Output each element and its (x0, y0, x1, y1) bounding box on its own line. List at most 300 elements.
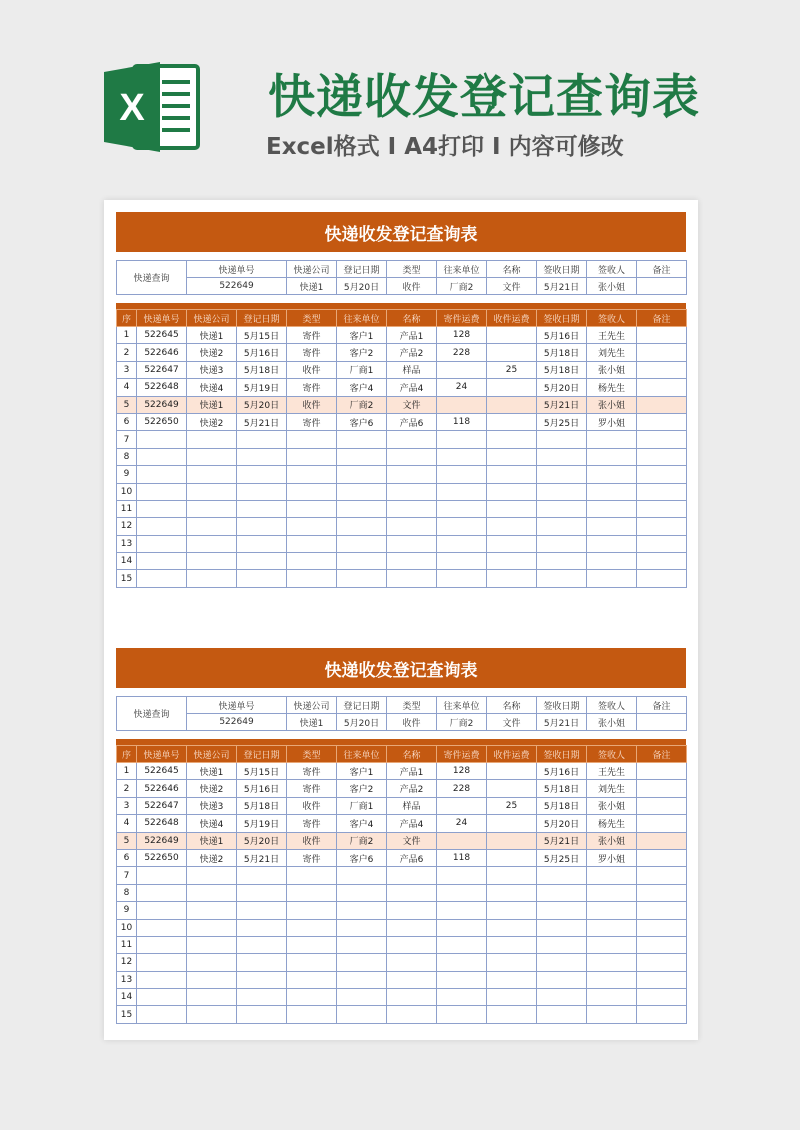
table-cell[interactable]: 522650 (137, 413, 187, 430)
table-cell[interactable] (637, 780, 687, 797)
table-cell[interactable] (487, 989, 537, 1006)
table-cell[interactable] (437, 936, 487, 953)
table-cell[interactable] (637, 884, 687, 901)
table-cell[interactable]: 5月16日 (537, 327, 587, 344)
table-cell[interactable] (187, 919, 237, 936)
table-cell[interactable] (537, 535, 587, 552)
table-cell[interactable]: 寄件 (287, 763, 337, 780)
table-cell[interactable]: 寄件 (287, 344, 337, 361)
table-cell[interactable] (237, 570, 287, 587)
table-cell[interactable] (637, 500, 687, 517)
table-cell[interactable] (487, 483, 537, 500)
table-cell[interactable] (137, 500, 187, 517)
table-cell[interactable] (387, 518, 437, 535)
table-cell[interactable] (537, 902, 587, 919)
table-cell[interactable] (437, 989, 487, 1006)
table-cell[interactable]: 5月21日 (237, 413, 287, 430)
table-cell[interactable] (487, 379, 537, 396)
table-cell[interactable] (537, 431, 587, 448)
table-cell[interactable] (387, 971, 437, 988)
table-cell[interactable] (387, 884, 437, 901)
table-cell[interactable] (287, 902, 337, 919)
table-cell[interactable] (637, 344, 687, 361)
table-cell[interactable] (487, 832, 537, 849)
table-cell[interactable] (187, 431, 237, 448)
table-cell[interactable]: 522645 (137, 763, 187, 780)
table-cell[interactable]: 快递1 (187, 763, 237, 780)
table-cell[interactable]: 5月15日 (237, 327, 287, 344)
query-value-cell[interactable]: 快递1 (287, 278, 337, 295)
table-cell[interactable]: 产品4 (387, 815, 437, 832)
query-value-cell[interactable]: 5月21日 (537, 278, 587, 295)
table-cell[interactable] (337, 1006, 387, 1023)
table-cell[interactable]: 寄件 (287, 815, 337, 832)
table-cell[interactable] (637, 379, 687, 396)
table-cell[interactable]: 5月20日 (237, 832, 287, 849)
table-cell[interactable]: 5月18日 (537, 780, 587, 797)
table-cell[interactable]: 产品4 (387, 379, 437, 396)
table-cell[interactable]: 快递3 (187, 797, 237, 814)
table-cell[interactable]: 刘先生 (587, 344, 637, 361)
table-cell[interactable] (437, 884, 487, 901)
table-cell[interactable]: 厂商2 (337, 832, 387, 849)
table-cell[interactable] (637, 553, 687, 570)
table-cell[interactable] (587, 553, 637, 570)
table-cell[interactable] (287, 466, 337, 483)
table-cell[interactable]: 118 (437, 413, 487, 430)
table-cell[interactable] (437, 535, 487, 552)
table-cell[interactable] (637, 797, 687, 814)
table-cell[interactable]: 快递4 (187, 379, 237, 396)
table-cell[interactable]: 客户2 (337, 344, 387, 361)
table-cell[interactable]: 522647 (137, 361, 187, 378)
query-value-cell[interactable]: 厂商2 (437, 714, 487, 731)
table-cell[interactable] (487, 448, 537, 465)
table-cell[interactable]: 5月21日 (537, 396, 587, 413)
table-cell[interactable] (287, 919, 337, 936)
table-cell[interactable]: 128 (437, 763, 487, 780)
table-cell[interactable] (637, 535, 687, 552)
table-cell[interactable] (137, 518, 187, 535)
query-value-cell[interactable]: 文件 (487, 714, 537, 731)
table-cell[interactable] (637, 327, 687, 344)
table-cell[interactable] (387, 1006, 437, 1023)
table-cell[interactable] (437, 971, 487, 988)
table-cell[interactable]: 产品6 (387, 413, 437, 430)
table-cell[interactable]: 522648 (137, 379, 187, 396)
table-cell[interactable] (137, 466, 187, 483)
table-cell[interactable] (337, 431, 387, 448)
table-cell[interactable]: 228 (437, 344, 487, 361)
table-cell[interactable]: 快递3 (187, 361, 237, 378)
table-cell[interactable]: 5月15日 (237, 763, 287, 780)
table-cell[interactable] (287, 954, 337, 971)
table-cell[interactable]: 5月18日 (237, 361, 287, 378)
table-cell[interactable]: 快递2 (187, 344, 237, 361)
table-cell[interactable] (237, 919, 287, 936)
table-cell[interactable]: 厂商1 (337, 797, 387, 814)
table-cell[interactable] (537, 867, 587, 884)
table-cell[interactable] (237, 535, 287, 552)
table-cell[interactable]: 收件 (287, 396, 337, 413)
query-value-cell[interactable]: 收件 (387, 714, 437, 731)
table-cell[interactable] (487, 535, 537, 552)
table-cell[interactable] (287, 518, 337, 535)
table-cell[interactable] (537, 500, 587, 517)
table-cell[interactable] (637, 431, 687, 448)
table-cell[interactable]: 128 (437, 327, 487, 344)
table-cell[interactable]: 522648 (137, 815, 187, 832)
table-cell[interactable]: 5月18日 (537, 797, 587, 814)
query-value-cell[interactable]: 张小姐 (587, 714, 637, 731)
query-value-cell[interactable]: 5月20日 (337, 278, 387, 295)
table-cell[interactable] (487, 919, 537, 936)
table-cell[interactable]: 产品1 (387, 763, 437, 780)
table-cell[interactable] (337, 919, 387, 936)
table-cell[interactable] (137, 884, 187, 901)
table-cell[interactable]: 文件 (387, 832, 437, 849)
table-cell[interactable]: 24 (437, 379, 487, 396)
table-cell[interactable] (387, 902, 437, 919)
table-cell[interactable]: 张小姐 (587, 396, 637, 413)
table-cell[interactable] (637, 1006, 687, 1023)
table-cell[interactable] (137, 971, 187, 988)
table-cell[interactable] (537, 884, 587, 901)
table-cell[interactable] (437, 553, 487, 570)
table-cell[interactable]: 文件 (387, 396, 437, 413)
query-value-cell[interactable]: 收件 (387, 278, 437, 295)
table-cell[interactable]: 522650 (137, 849, 187, 866)
table-cell[interactable] (637, 448, 687, 465)
table-cell[interactable] (637, 361, 687, 378)
table-cell[interactable] (337, 902, 387, 919)
table-cell[interactable] (387, 919, 437, 936)
table-cell[interactable] (487, 413, 537, 430)
table-cell[interactable]: 5月25日 (537, 413, 587, 430)
table-cell[interactable]: 5月25日 (537, 849, 587, 866)
query-value-cell[interactable]: 522649 (187, 278, 287, 295)
table-cell[interactable]: 快递2 (187, 413, 237, 430)
table-cell[interactable]: 228 (437, 780, 487, 797)
query-value-cell[interactable]: 5月21日 (537, 714, 587, 731)
table-cell[interactable] (487, 902, 537, 919)
table-cell[interactable] (287, 535, 337, 552)
table-cell[interactable] (587, 570, 637, 587)
table-cell[interactable] (287, 867, 337, 884)
table-cell[interactable] (587, 971, 637, 988)
table-cell[interactable] (337, 954, 387, 971)
table-cell[interactable]: 王先生 (587, 763, 637, 780)
table-cell[interactable]: 寄件 (287, 379, 337, 396)
table-cell[interactable]: 5月18日 (537, 344, 587, 361)
table-cell[interactable] (237, 936, 287, 953)
table-cell[interactable]: 522646 (137, 780, 187, 797)
table-cell[interactable] (537, 971, 587, 988)
table-cell[interactable] (637, 396, 687, 413)
table-cell[interactable] (337, 466, 387, 483)
table-cell[interactable]: 客户1 (337, 327, 387, 344)
table-cell[interactable] (637, 971, 687, 988)
table-cell[interactable] (187, 483, 237, 500)
table-cell[interactable] (287, 1006, 337, 1023)
table-cell[interactable] (487, 954, 537, 971)
table-cell[interactable] (587, 483, 637, 500)
table-cell[interactable]: 快递2 (187, 780, 237, 797)
table-cell[interactable]: 寄件 (287, 327, 337, 344)
table-cell[interactable]: 25 (487, 797, 537, 814)
table-cell[interactable] (237, 989, 287, 1006)
table-cell[interactable] (137, 1006, 187, 1023)
query-value-cell[interactable]: 厂商2 (437, 278, 487, 295)
table-cell[interactable] (137, 902, 187, 919)
table-cell[interactable] (637, 989, 687, 1006)
table-cell[interactable] (637, 936, 687, 953)
table-cell[interactable]: 样品 (387, 361, 437, 378)
table-cell[interactable]: 快递1 (187, 396, 237, 413)
table-cell[interactable] (637, 570, 687, 587)
table-cell[interactable] (237, 431, 287, 448)
table-cell[interactable]: 5月19日 (237, 379, 287, 396)
table-cell[interactable] (437, 396, 487, 413)
table-cell[interactable] (587, 989, 637, 1006)
table-cell[interactable] (437, 1006, 487, 1023)
table-cell[interactable]: 5月16日 (237, 344, 287, 361)
table-cell[interactable] (537, 448, 587, 465)
table-cell[interactable] (337, 936, 387, 953)
table-cell[interactable] (487, 936, 537, 953)
table-cell[interactable] (587, 448, 637, 465)
table-cell[interactable] (587, 936, 637, 953)
table-cell[interactable] (237, 448, 287, 465)
table-cell[interactable] (337, 884, 387, 901)
table-cell[interactable] (187, 989, 237, 1006)
table-cell[interactable] (637, 954, 687, 971)
table-cell[interactable] (337, 518, 387, 535)
table-cell[interactable]: 快递2 (187, 849, 237, 866)
table-cell[interactable] (637, 832, 687, 849)
table-cell[interactable] (137, 448, 187, 465)
table-cell[interactable] (587, 902, 637, 919)
table-cell[interactable] (537, 989, 587, 1006)
table-cell[interactable] (487, 344, 537, 361)
table-cell[interactable] (287, 971, 337, 988)
table-cell[interactable] (487, 780, 537, 797)
table-cell[interactable]: 杨先生 (587, 815, 637, 832)
table-cell[interactable] (437, 500, 487, 517)
table-cell[interactable]: 罗小姐 (587, 413, 637, 430)
table-cell[interactable] (187, 570, 237, 587)
table-cell[interactable] (137, 553, 187, 570)
table-cell[interactable] (437, 867, 487, 884)
table-cell[interactable] (637, 919, 687, 936)
table-cell[interactable]: 收件 (287, 361, 337, 378)
table-cell[interactable] (237, 867, 287, 884)
table-cell[interactable]: 罗小姐 (587, 849, 637, 866)
table-cell[interactable]: 王先生 (587, 327, 637, 344)
table-cell[interactable]: 5月20日 (537, 379, 587, 396)
table-cell[interactable] (387, 570, 437, 587)
table-cell[interactable]: 快递1 (187, 832, 237, 849)
table-cell[interactable] (237, 884, 287, 901)
query-value-cell[interactable]: 张小姐 (587, 278, 637, 295)
table-cell[interactable]: 522645 (137, 327, 187, 344)
table-cell[interactable]: 寄件 (287, 849, 337, 866)
table-cell[interactable]: 寄件 (287, 780, 337, 797)
table-cell[interactable] (137, 483, 187, 500)
table-cell[interactable] (387, 466, 437, 483)
table-cell[interactable] (187, 500, 237, 517)
table-cell[interactable] (187, 902, 237, 919)
table-cell[interactable] (587, 431, 637, 448)
table-cell[interactable] (237, 1006, 287, 1023)
table-cell[interactable] (437, 466, 487, 483)
table-cell[interactable]: 522647 (137, 797, 187, 814)
table-cell[interactable] (187, 535, 237, 552)
table-cell[interactable] (337, 535, 387, 552)
table-cell[interactable] (537, 936, 587, 953)
table-cell[interactable]: 522646 (137, 344, 187, 361)
table-cell[interactable] (387, 553, 437, 570)
table-cell[interactable] (137, 919, 187, 936)
table-cell[interactable]: 客户4 (337, 815, 387, 832)
table-cell[interactable]: 5月16日 (537, 763, 587, 780)
query-value-cell[interactable] (637, 714, 687, 731)
table-cell[interactable] (587, 884, 637, 901)
table-cell[interactable] (237, 971, 287, 988)
table-cell[interactable]: 杨先生 (587, 379, 637, 396)
table-cell[interactable] (587, 518, 637, 535)
table-cell[interactable]: 快递4 (187, 815, 237, 832)
table-cell[interactable]: 产品1 (387, 327, 437, 344)
table-cell[interactable]: 产品2 (387, 344, 437, 361)
table-cell[interactable] (287, 500, 337, 517)
table-cell[interactable] (187, 553, 237, 570)
table-cell[interactable] (387, 483, 437, 500)
table-cell[interactable] (387, 936, 437, 953)
table-cell[interactable]: 快递1 (187, 327, 237, 344)
table-cell[interactable]: 产品6 (387, 849, 437, 866)
table-cell[interactable] (337, 448, 387, 465)
table-cell[interactable] (287, 448, 337, 465)
table-cell[interactable] (337, 570, 387, 587)
table-cell[interactable]: 张小姐 (587, 797, 637, 814)
table-cell[interactable] (487, 553, 537, 570)
table-cell[interactable] (437, 483, 487, 500)
table-cell[interactable] (537, 466, 587, 483)
table-cell[interactable] (587, 500, 637, 517)
table-cell[interactable] (137, 867, 187, 884)
table-cell[interactable] (287, 553, 337, 570)
table-cell[interactable] (287, 570, 337, 587)
table-cell[interactable] (437, 448, 487, 465)
table-cell[interactable]: 5月19日 (237, 815, 287, 832)
table-cell[interactable]: 25 (487, 361, 537, 378)
table-cell[interactable] (537, 518, 587, 535)
table-cell[interactable] (487, 867, 537, 884)
table-cell[interactable]: 5月21日 (237, 849, 287, 866)
table-cell[interactable]: 24 (437, 815, 487, 832)
table-cell[interactable] (387, 431, 437, 448)
table-cell[interactable] (637, 466, 687, 483)
table-cell[interactable] (187, 936, 237, 953)
table-cell[interactable]: 产品2 (387, 780, 437, 797)
table-cell[interactable]: 118 (437, 849, 487, 866)
table-cell[interactable] (537, 954, 587, 971)
table-cell[interactable]: 5月20日 (237, 396, 287, 413)
table-cell[interactable] (187, 867, 237, 884)
table-cell[interactable] (387, 989, 437, 1006)
table-cell[interactable] (237, 500, 287, 517)
table-cell[interactable] (487, 815, 537, 832)
table-cell[interactable] (337, 483, 387, 500)
table-cell[interactable] (637, 849, 687, 866)
table-cell[interactable] (437, 919, 487, 936)
table-cell[interactable]: 5月21日 (537, 832, 587, 849)
query-value-cell[interactable]: 5月20日 (337, 714, 387, 731)
table-cell[interactable] (487, 763, 537, 780)
table-cell[interactable] (637, 518, 687, 535)
table-cell[interactable] (437, 431, 487, 448)
table-cell[interactable]: 5月20日 (537, 815, 587, 832)
table-cell[interactable] (537, 553, 587, 570)
query-value-cell[interactable]: 522649 (187, 714, 287, 731)
table-cell[interactable] (337, 500, 387, 517)
table-cell[interactable]: 客户1 (337, 763, 387, 780)
table-cell[interactable] (487, 431, 537, 448)
query-value-cell[interactable] (637, 278, 687, 295)
query-value-cell[interactable]: 快递1 (287, 714, 337, 731)
table-cell[interactable] (587, 1006, 637, 1023)
table-cell[interactable] (137, 936, 187, 953)
table-cell[interactable] (537, 1006, 587, 1023)
table-cell[interactable]: 客户2 (337, 780, 387, 797)
table-cell[interactable] (387, 535, 437, 552)
table-cell[interactable]: 张小姐 (587, 832, 637, 849)
table-cell[interactable] (587, 919, 637, 936)
table-cell[interactable]: 5月18日 (237, 797, 287, 814)
table-cell[interactable] (287, 431, 337, 448)
table-cell[interactable] (187, 466, 237, 483)
table-cell[interactable]: 厂商1 (337, 361, 387, 378)
table-cell[interactable] (137, 989, 187, 1006)
table-cell[interactable]: 刘先生 (587, 780, 637, 797)
table-cell[interactable] (437, 902, 487, 919)
table-cell[interactable] (637, 815, 687, 832)
table-cell[interactable] (187, 971, 237, 988)
table-cell[interactable] (437, 518, 487, 535)
table-cell[interactable] (337, 553, 387, 570)
table-cell[interactable]: 客户6 (337, 413, 387, 430)
table-cell[interactable]: 收件 (287, 832, 337, 849)
query-value-cell[interactable]: 文件 (487, 278, 537, 295)
table-cell[interactable]: 样品 (387, 797, 437, 814)
table-cell[interactable]: 客户4 (337, 379, 387, 396)
table-cell[interactable] (487, 884, 537, 901)
table-cell[interactable] (637, 902, 687, 919)
table-cell[interactable]: 522649 (137, 396, 187, 413)
table-cell[interactable] (137, 570, 187, 587)
table-cell[interactable] (337, 989, 387, 1006)
table-cell[interactable] (437, 797, 487, 814)
table-cell[interactable]: 收件 (287, 797, 337, 814)
table-cell[interactable] (387, 954, 437, 971)
table-cell[interactable] (237, 518, 287, 535)
table-cell[interactable] (537, 570, 587, 587)
table-cell[interactable] (237, 553, 287, 570)
table-cell[interactable]: 张小姐 (587, 361, 637, 378)
table-cell[interactable] (187, 518, 237, 535)
table-cell[interactable] (537, 919, 587, 936)
